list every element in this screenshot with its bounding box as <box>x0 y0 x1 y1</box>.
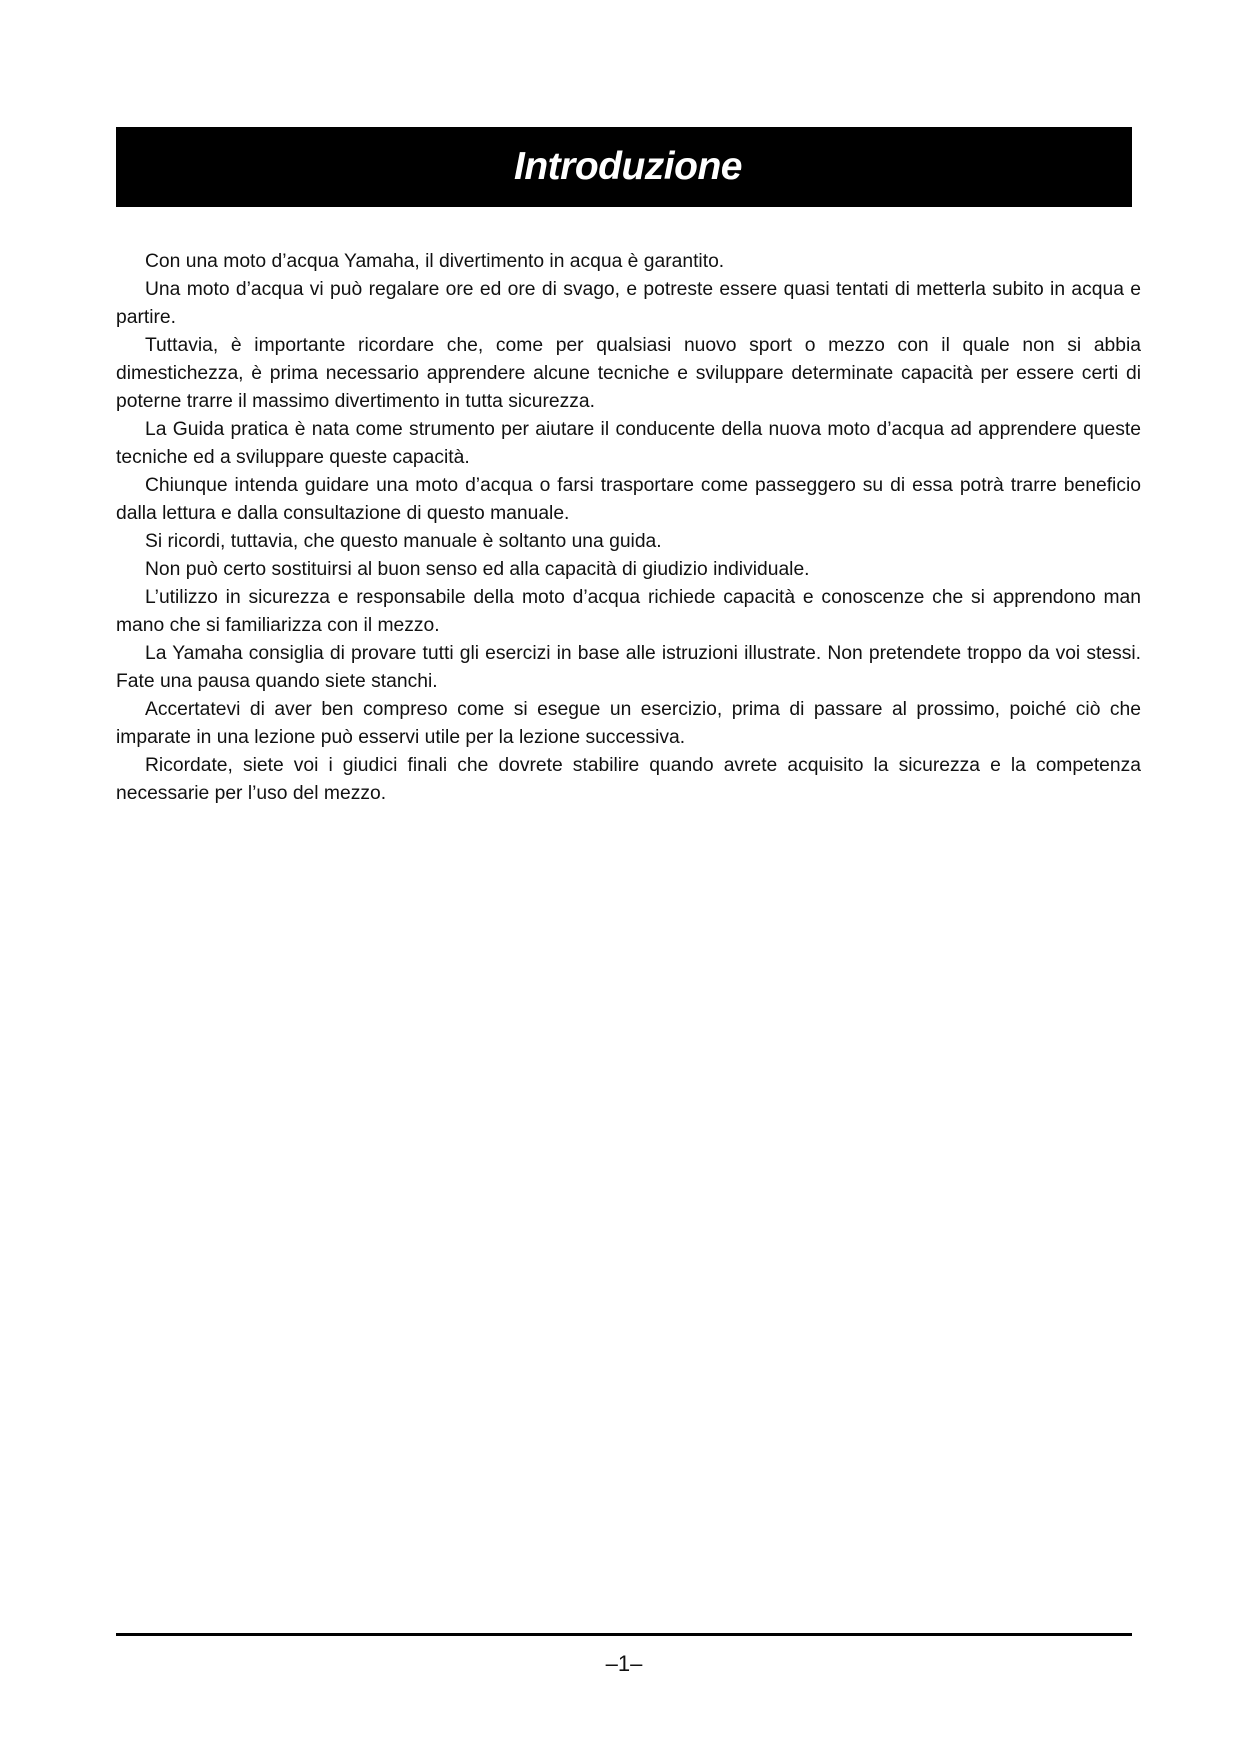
footer-divider <box>116 1633 1132 1636</box>
paragraph: Ricordate, siete voi i giudici finali che dovrete stabilire quando avrete acquisito la sicurezza e la competenza necessarie per l’uso del mezzo. <box>116 755 1141 804</box>
body-text <box>116 248 1141 808</box>
paragraph: Una moto d’acqua vi può regalare ore ed ore di svago, e potreste essere quasi tentati di metterla subito in acqua e partire. <box>116 279 1141 328</box>
paragraph: L’utilizzo in sicurezza e responsabile della moto d’acqua richiede capacità e conoscenze che si apprendono man mano che si familiarizza con il mezzo. <box>116 587 1141 636</box>
page-title: Introduzione <box>514 145 742 188</box>
title-banner <box>116 127 1132 207</box>
paragraph: Con una moto d’acqua Yamaha, il divertimento in acqua è garantito. <box>145 251 725 272</box>
paragraph: Non può certo sostituirsi al buon senso ed alla capacità di giudizio individuale. <box>145 559 810 580</box>
paragraph: Tuttavia, è importante ricordare che, come per qualsiasi nuovo sport o mezzo con il quale non si abbia dimestichezza, è prima necessario apprendere alcune tecniche e sviluppare determinate capacità per essere certi di poterne trarre il massimo divertimento in tutta sicurezza. <box>116 335 1141 412</box>
paragraph: Si ricordi, tuttavia, che questo manuale è soltanto una guida. <box>145 531 662 552</box>
paragraph: La Yamaha consiglia di provare tutti gli esercizi in base alle istruzioni illustrate. Non pretendete troppo da voi stessi. Fate una pausa quando siete stanchi. <box>116 643 1141 692</box>
page-number: –1– <box>605 1651 643 1676</box>
paragraph: Chiunque intenda guidare una moto d’acqua o farsi trasportare come passeggero su di essa potrà trarre beneficio dalla lettura e dalla consultazione di questo manuale. <box>116 475 1141 524</box>
paragraph: Accertatevi di aver ben compreso come si esegue un esercizio, prima di passare al prossimo, poiché ciò che imparate in una lezione può esservi utile per la lezione successiva. <box>116 699 1141 748</box>
paragraph: La Guida pratica è nata come strumento per aiutare il conducente della nuova moto d’acqua ad apprendere queste tecniche ed a sviluppare queste capacità. <box>116 419 1141 468</box>
